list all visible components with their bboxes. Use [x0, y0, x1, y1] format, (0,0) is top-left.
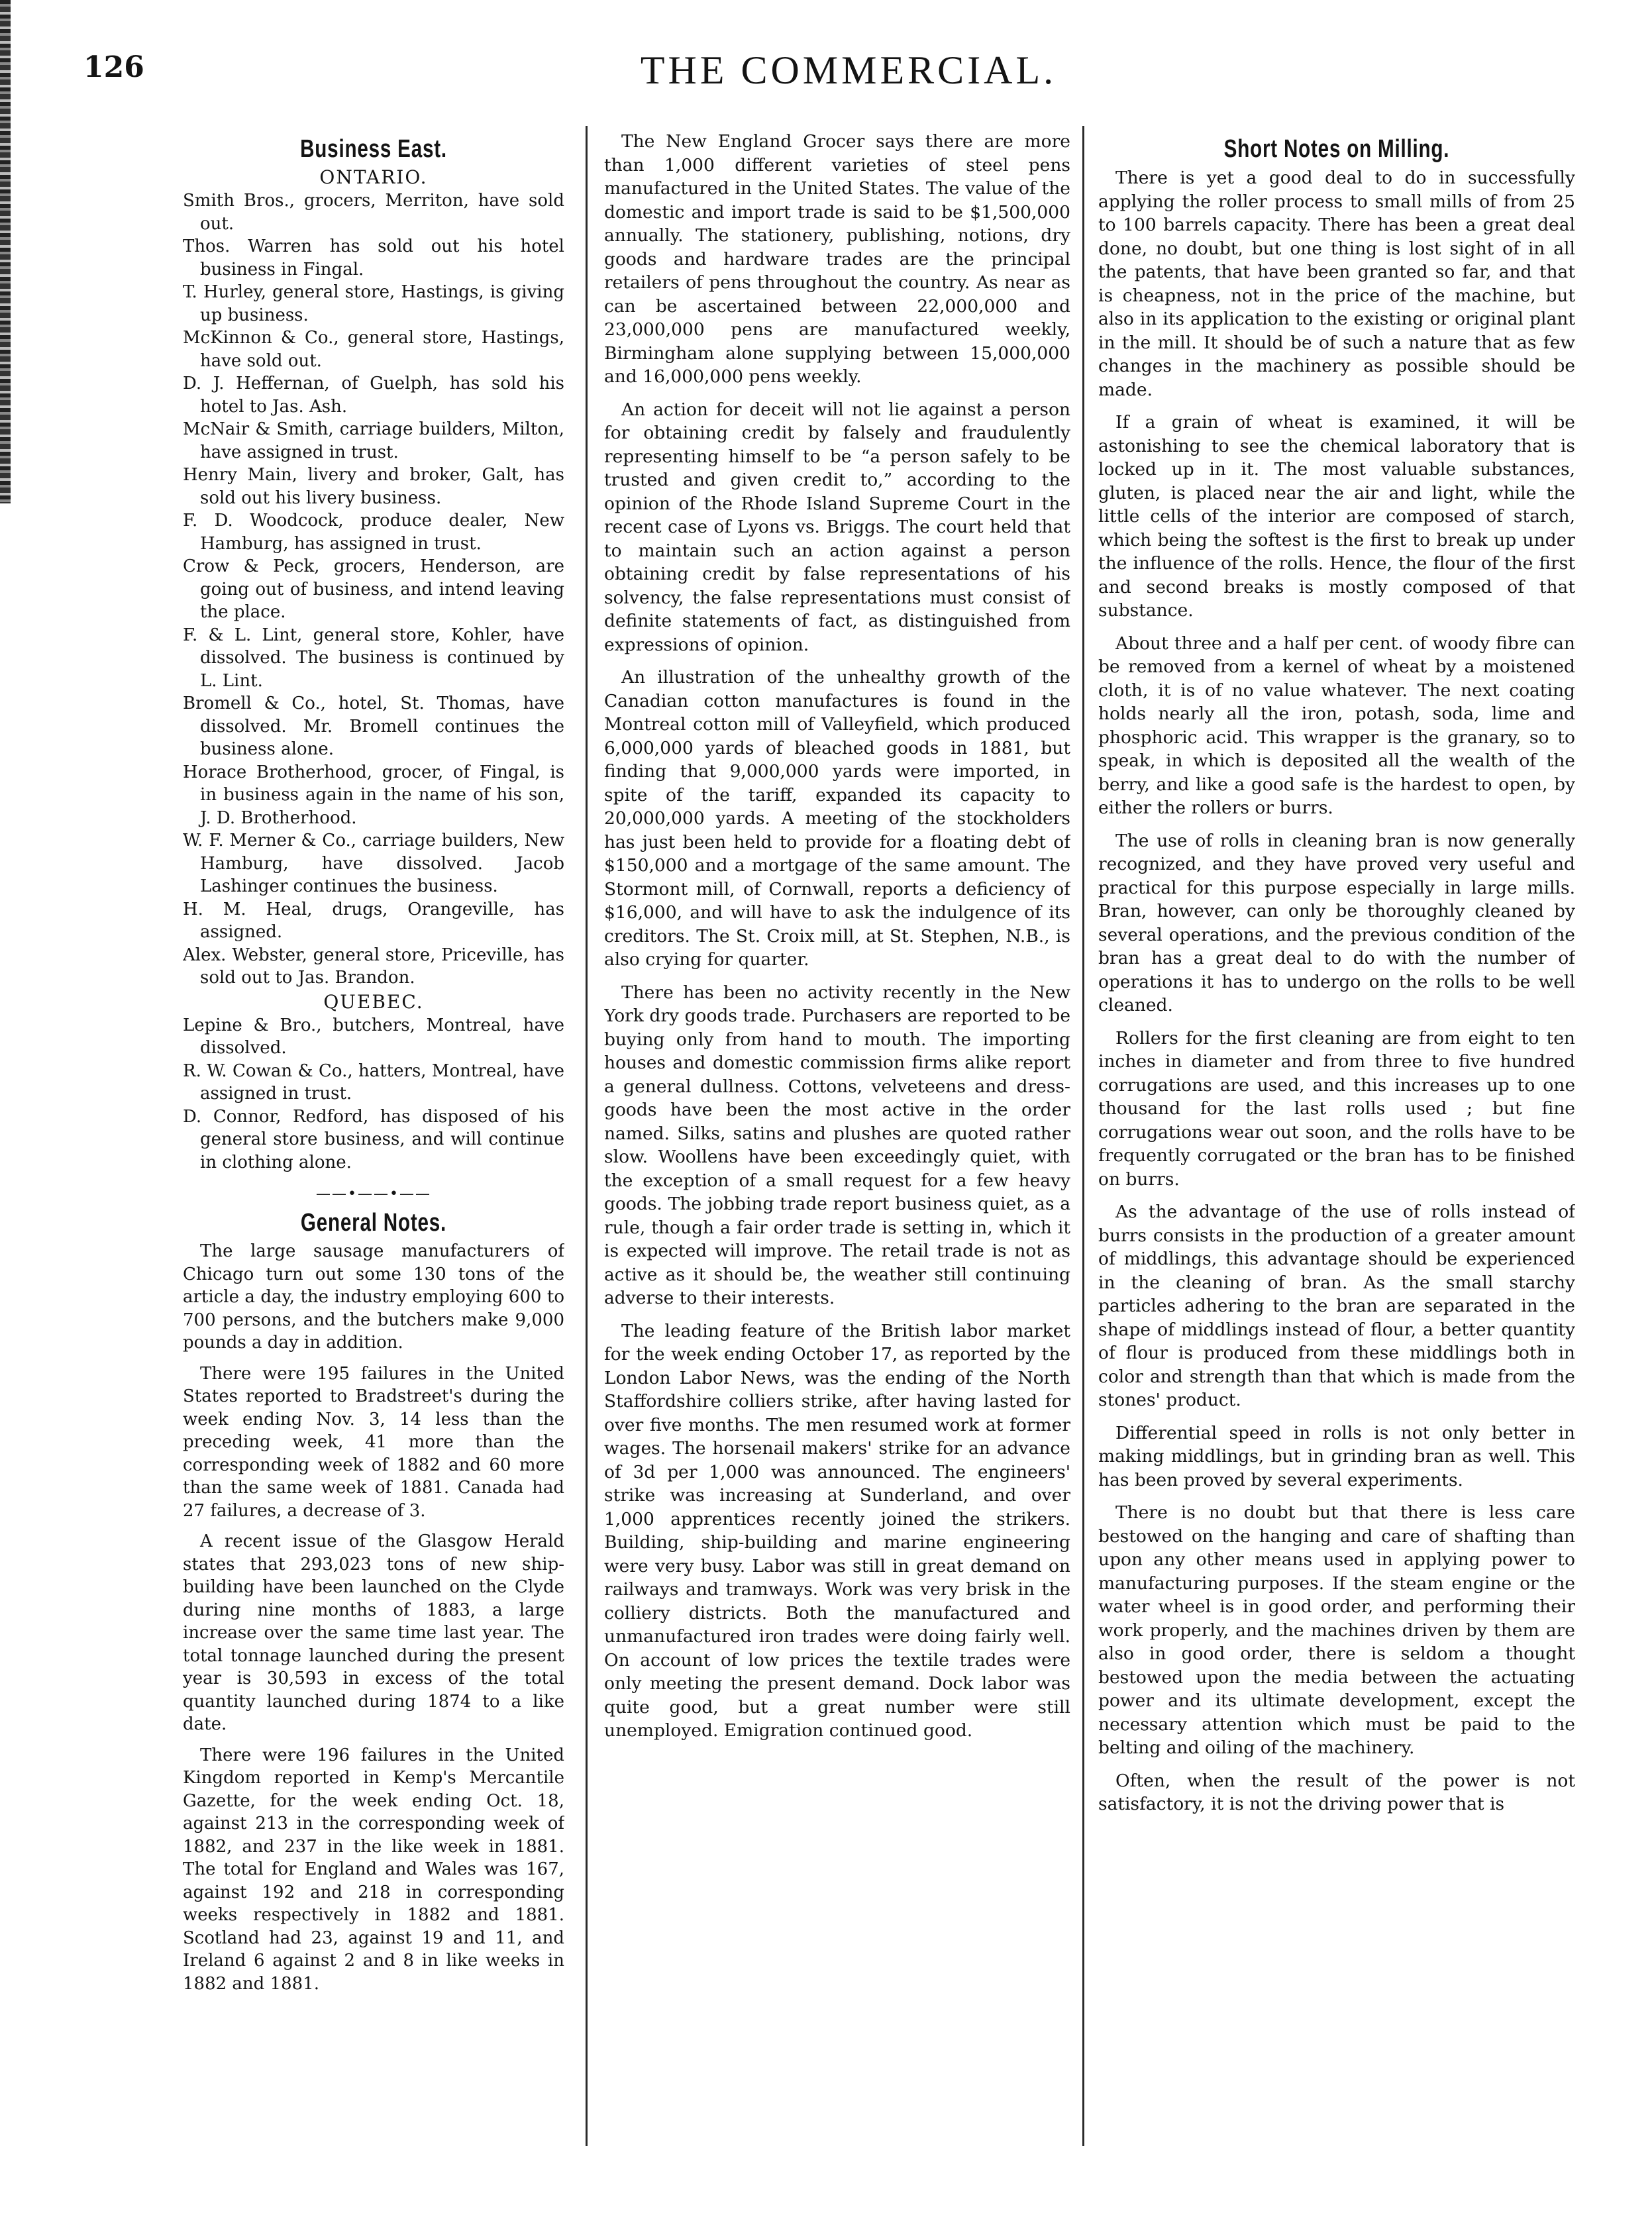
paragraph: There is yet a good deal to do in successfully applying the roller process to small mills of from 25 to 100 barrels capacity. There has been a great deal done, no doubt, but one thing is lost sight of in all the patents, that have been granted so far, and that is cheapness, not in the price of the machine, but also in its application to the existing or original plant in the mill. It should be of such a nature that as few changes in the machinery as possible should be made. — [1098, 168, 1575, 400]
general-notes-heading: General Notes. — [300, 1209, 447, 1237]
paragraph: There is no doubt but that there is less care bestowed on the hanging and care of shafting than upon any other means used in applying power to manufacturing purposes. If the steam engine or the water wheel is in good order, and performing their work properly, and the machines driven by them are also in good order, there is seldom a thought bestowed upon the media between the actuating power and its ultimate development, except the necessary attention which must be paid to the belting and oiling of the machinery. — [1098, 1502, 1575, 1758]
general-notes-body — [183, 1240, 564, 1995]
list-item: McKinnon & Co., general store, Hastings, have sold out. — [183, 328, 564, 371]
list-item: R. W. Cowan & Co., hatters, Montreal, have assigned in trust. — [183, 1060, 564, 1104]
paragraph: There were 196 failures in the United Kingdom reported in Kemp's Mercantile Gazette, for the week ending Oct. 18, against 213 in the corresponding week of 1882, and 237 in the like week in 1881. The total for England and Wales was 167, against 192 and 218 in corresponding weeks respectively in 1882 and 1881. Scotland had 23, against 19 and 11, and Ireland 6 against 2 and 8 in like weeks in 1882 and 1881. — [183, 1745, 564, 1994]
paragraph: There has been no activity recently in the New York dry goods trade. Purchasers are reported to be buying only from hand to mouth. The importing houses and domestic commission firms alike report a general dullness. Cottons, velveteens and dress-goods have been the most active in the order named. Silks, satins and plushes are quoted rather slow. Woollens have been exceedingly quiet, with the exception of a small request for a few heavy goods. The jobbing trade report business quiet, as a rule, though a fair order trade is setting in, which it is expected will improve. The retail trade is not as active as it should be, the weather still continuing adverse to their interests. — [604, 982, 1070, 1308]
paragraph: About three and a half per cent. of woody fibre can be removed from a kernel of wheat by a moistened cloth, it is of no value whatever. The next coating holds nearly all the iron, potash, soda, lime and phosphoric acid. This wrapper is the granary, so to speak, in which is deposited all the wealth of the berry, and like a good safe is the hardest to open, by either the rollers or burrs. — [1098, 633, 1575, 818]
ontario-subheading: ONTARIO. — [319, 166, 428, 188]
list-item: D. Connor, Redford, has disposed of his general store business, and will continue in clothing alone. — [183, 1106, 564, 1172]
list-item: Alex. Webster, general store, Priceville, has sold out to Jas. Brandon. — [183, 945, 564, 988]
column-middle — [604, 130, 1070, 2157]
list-item: Lepine & Bro., butchers, Montreal, have dissolved. — [183, 1015, 564, 1058]
page-number: 126 — [83, 50, 144, 84]
paragraph: A recent issue of the Glasgow Herald states that 293,023 tons of new ship-building have been launched on the Clyde during nine months of 1883, a large increase over the same time last year. The total tonnage launched during the present year is 30,593 in excess of the total quantity launched during 1874 to a like date. — [183, 1531, 564, 1734]
paragraph: An illustration of the unhealthy growth of the Canadian cotton manufactures is found in the Montreal cotton mill of Valleyfield, which produced 6,000,000 yards of bleached goods in 1881, but finding that 9,000,000 yards were imported, in spite of the tariff, expanded its capacity to 20,000,000 yards. A meeting of the stockholders has just been held to provide for a floating debt of $150,000 and a mortgage of the same amount. The Stormont mill, of Cornwall, reports a deficiency of $16,000, and will have to ask the indulgence of its creditors. The St. Croix mill, at St. Stephen, N.B., is also crying for quarter. — [604, 667, 1070, 970]
list-item: W. F. Merner & Co., carriage builders, New Hamburg, have dissolved. Jacob Lashinger continues the business. — [183, 831, 564, 896]
list-item: F. & L. Lint, general store, Kohler, have dissolved. The business is continued by L. Lint. — [183, 625, 564, 691]
paragraph: The leading feature of the British labor market for the week ending October 17, as reported by the London Labor News, was the ending of the North Staffordshire colliers strike, after having lasted for over five months. The men resumed work at former wages. The horsenail makers' strike for an advance of 3d per 1,000 was announced. The engineers' strike was increasing at Sunderland, and over 1,000 apprentices recently joined the strikers. Building, ship-building and marine engineering were very busy. Labor was still in great demand on railways and tramways. Work was very brisk in the colliery districts. Both the manufactured and unmanufactured iron trades were doing fairly well. On account of low prices the textile trades were only meeting the present demand. Dock labor was quite good, but a great number were still unemployed. Emigration continued good. — [604, 1320, 1070, 1741]
paragraph: The large sausage manufacturers of Chicago turn out some 130 tons of the article a day, the industry employing 600 to 700 persons, and the butchers make 9,000 pounds a day in addition. — [183, 1241, 564, 1353]
list-item: Horace Brotherhood, grocer, of Fingal, is in business again in the name of his son, J. D. Brotherhood. — [183, 762, 564, 828]
paragraph: An action for deceit will not lie against a person for obtaining credit by falsely and fraudulently representing himself to be “a person safely to be trusted and given credit to,” according to the opinion of the Rhode Island Supreme Court in the recent case of Lyons vs. Briggs. The court held that to maintain such an action against a person obtaining credit by false representations of his solvency, the false representations must consist of definite statements of fact, as distinguished from expressions of opinion. — [604, 399, 1070, 655]
list-item: Thos. Warren has sold out his hotel business in Fingal. — [183, 236, 564, 280]
paragraph: Often, when the result of the power is not satisfactory, it is not the driving power that is — [1098, 1770, 1575, 1814]
masthead-title: THE COMMERCIAL. — [640, 48, 1057, 92]
list-item: Smith Bros., grocers, Merriton, have sold out. — [183, 191, 564, 234]
paragraph: If a grain of wheat is examined, it will be astonishing to see the chemical laboratory that is locked up in it. The most valuable substances, gluten, is placed near the air and light, while the little cells of the interior are composed of starch, which being the softest is the first to break up under the influence of the rolls. Hence, the flour of the first and second breaks is mostly composed of that substance. — [1098, 412, 1575, 621]
list-item: T. Hurley, general store, Hastings, is giving up business. — [183, 282, 564, 325]
scan-edge-artifact — [0, 0, 11, 503]
paragraph: Differential speed in rolls is not only better in making middlings, but in grinding bran as well. This has been proved by several experiments. — [1098, 1422, 1575, 1490]
column-rule-right — [1082, 126, 1084, 2146]
quebec-list — [183, 1014, 564, 1174]
list-item: H. M. Heal, drugs, Orangeville, has assigned. — [183, 899, 564, 942]
quebec-subheading: QUEBEC. — [323, 990, 424, 1013]
list-item: Henry Main, livery and broker, Galt, has sold out his livery business. — [183, 465, 564, 508]
ontario-list — [183, 189, 564, 990]
page-header — [83, 48, 1614, 98]
list-item: Bromell & Co., hotel, St. Thomas, have dissolved. Mr. Bromell continues the business alone. — [183, 694, 564, 759]
column-right — [1098, 130, 1575, 2157]
list-item: McNair & Smith, carriage builders, Milton, have assigned in trust. — [183, 419, 564, 462]
paragraph: The use of rolls in cleaning bran is now generally recognized, and they have proved very useful and practical for this purpose especially in large mills. Bran, however, can only be thoroughly cleaned by several operations, and the previous condition of the bran has a great deal to do with the number of operations it has to undergo on the rolls to be well cleaned. — [1098, 830, 1575, 1015]
paragraph: Rollers for the first cleaning are from eight to ten inches in diameter and from three to five hundred corrugations are used, and this increases up to one thousand for the last rolls used ; but fine corrugations wear out soon, and the rolls have to be frequently corrugated or the bran has to be finished on burrs. — [1098, 1027, 1575, 1190]
column-rule-left — [586, 126, 588, 2146]
paragraph: There were 195 failures in the United States reported to Bradstreet's during the week ending Nov. 3, 14 less than the preceding week, 41 more than the corresponding week of 1882 and 60 more than the same week of 1881. Canada had 27 failures, a decrease of 3. — [183, 1363, 564, 1521]
ornamental-divider: ——•——•—— — [316, 1186, 431, 1202]
list-item: F. D. Woodcock, produce dealer, New Hamburg, has assigned in trust. — [183, 511, 564, 554]
paragraph: The New England Grocer says there are more than 1,000 different varieties of steel pens manufactured in the United States. The value of the domestic and import trade is said to be $1,500,000 annually. The stationery, publishing, notions, dry goods and hardware trades are the principal retailers of pens throughout the country. As near as can be ascertained between 22,000,000 and 23,000,000 pens are manufactured weekly, Birmingham alone supplying between 15,000,000 and 16,000,000 pens weekly. — [604, 131, 1070, 387]
short-notes-heading: Short Notes on Milling. — [1223, 135, 1450, 163]
paragraph: As the advantage of the use of rolls instead of burrs consists in the production of a greater amount of middlings, this advantage should be experienced in the cleaning of bran. As the small starchy particles adhering to the bran are separated in the shape of middlings instead of flour, a better quantity of flour is produced from these middlings both in color and strength than that which is made from the stones' product. — [1098, 1202, 1575, 1410]
list-item: D. J. Heffernan, of Guelph, has sold his hotel to Jas. Ash. — [183, 374, 564, 417]
column-left — [183, 130, 564, 2157]
business-east-heading: Business East. — [300, 135, 447, 163]
list-item: Crow & Peck, grocers, Henderson, are going out of business, and intend leaving the place. — [183, 556, 564, 622]
